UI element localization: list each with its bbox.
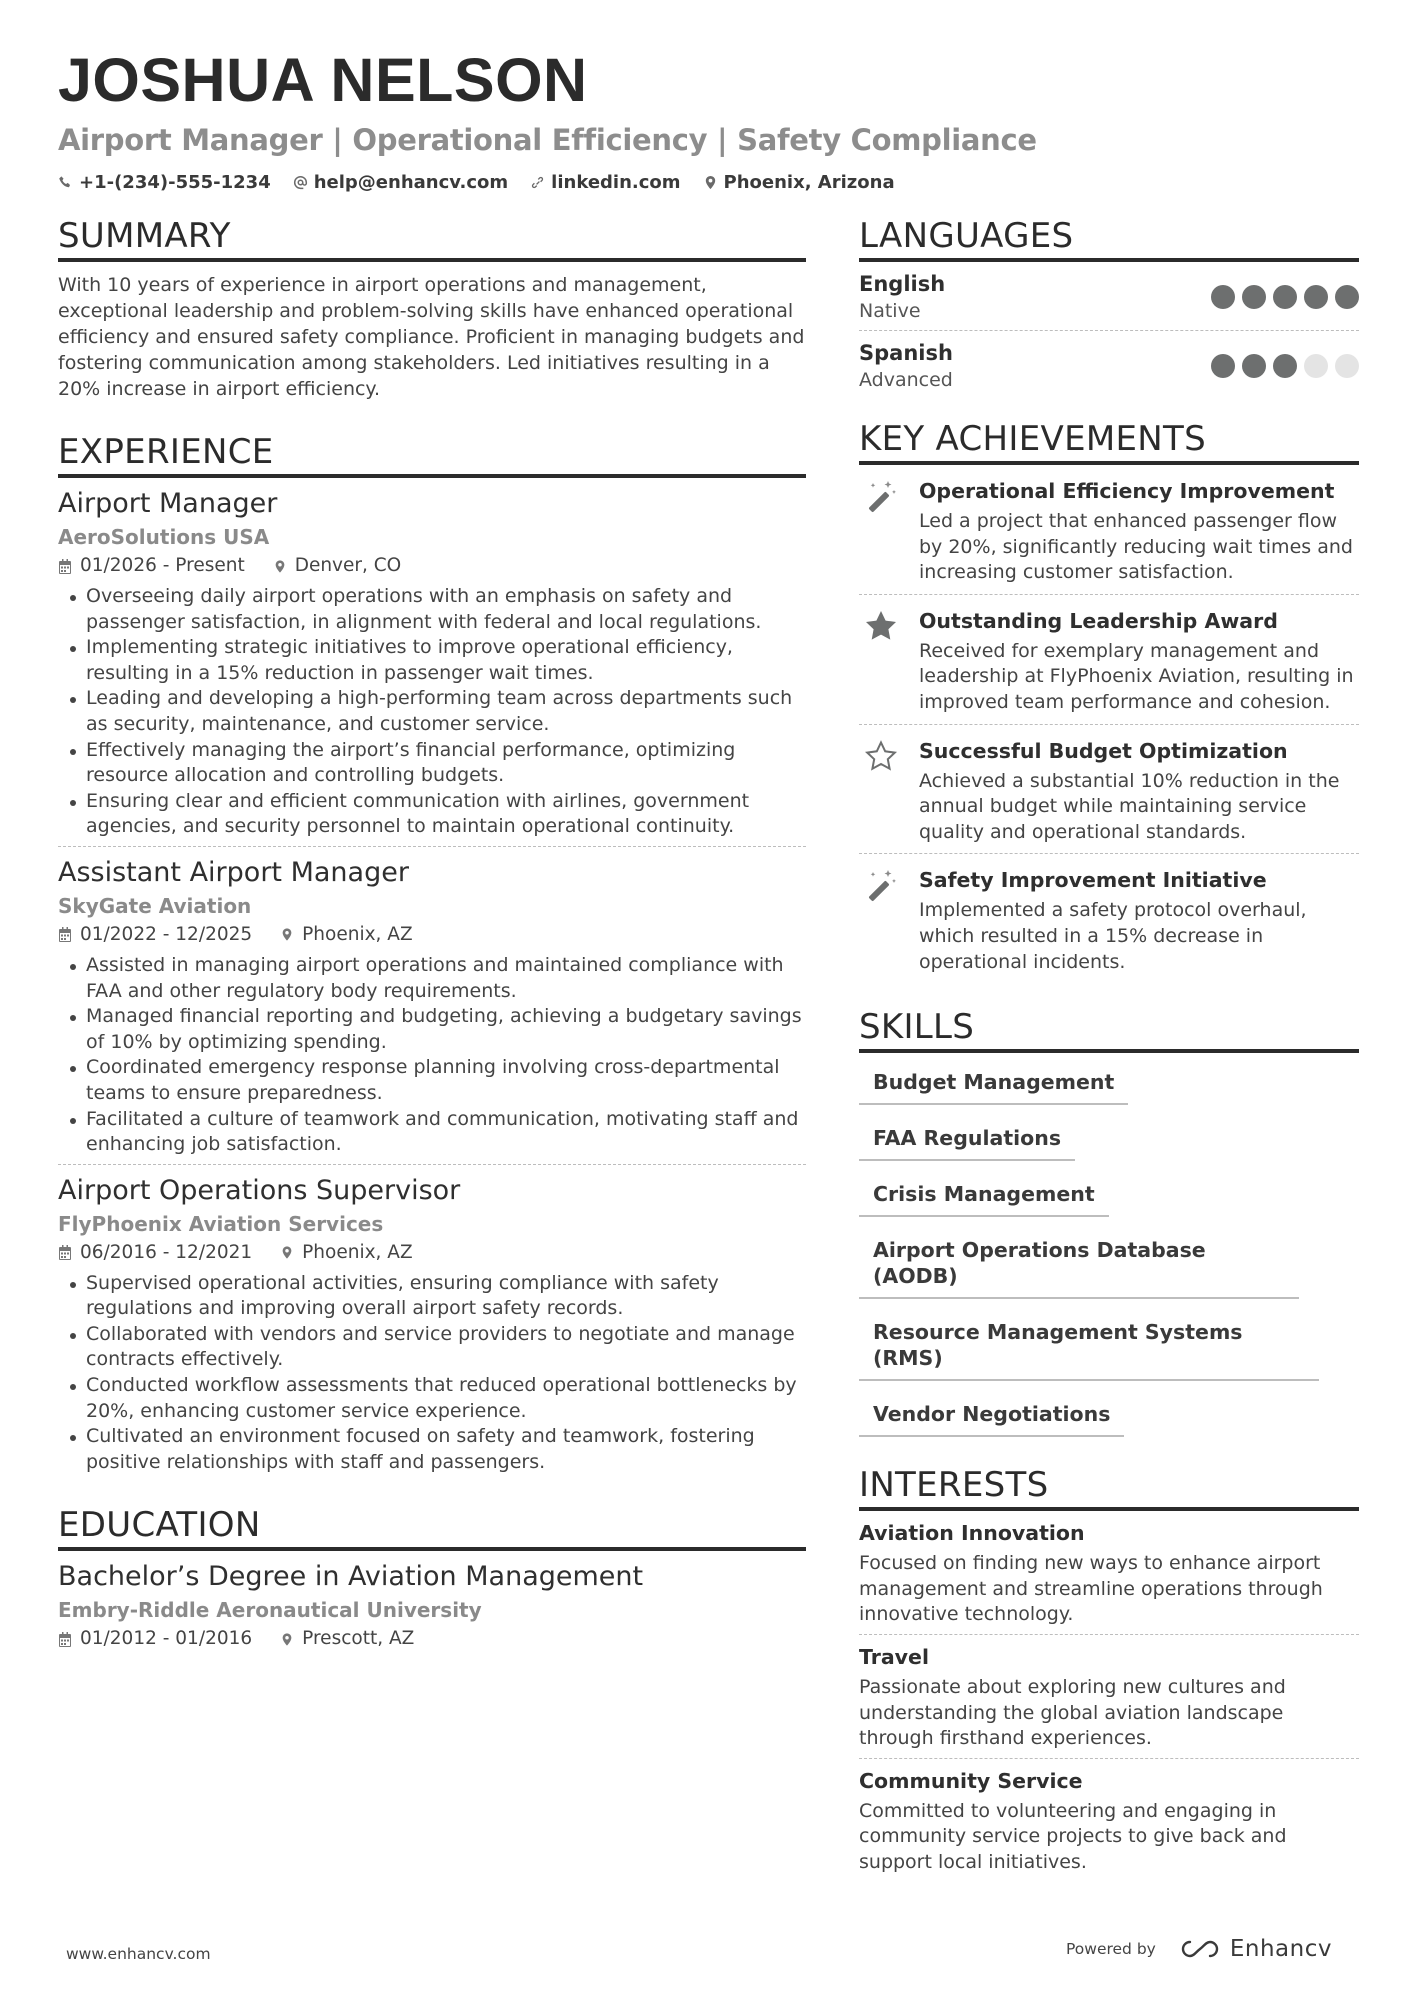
achievement-desc: Implemented a safety protocol overhaul, which resulted in a 15% decrease in operational incidents. <box>919 899 1307 973</box>
bullet-item: Managed financial reporting and budgeting, achieving a budgetary savings of 10% by optimizing spending. <box>58 1004 806 1055</box>
enhancv-logo-icon <box>1178 1938 1222 1960</box>
skill-tag: FAA Regulations <box>859 1117 1075 1161</box>
job-title: Airport Operations Supervisor <box>58 1174 461 1206</box>
powered-by-label: Powered by <box>1066 1940 1156 1958</box>
job-location: Denver, CO <box>294 555 402 576</box>
skill-tag: Budget Management <box>859 1061 1128 1105</box>
languages-title: LANGUAGES <box>859 214 1359 262</box>
language-rating <box>1211 285 1359 309</box>
footer-website[interactable]: www.enhancv.com <box>66 1945 211 1963</box>
achievement-desc: Achieved a substantial 10% reduction in the annual budget while maintaining service quality and operational standards. <box>919 769 1340 843</box>
interests-title: INTERESTS <box>859 1463 1359 1511</box>
bullet-item: Supervised operational activities, ensuring compliance with safety regulations and improving overall airport safety records. <box>58 1271 806 1322</box>
job-dates: 06/2016 - 12/2021 <box>80 1241 253 1263</box>
magic-wand-icon <box>864 868 898 902</box>
rating-dot-filled <box>1242 354 1266 378</box>
contact-location <box>703 172 895 193</box>
summary-section <box>58 214 806 402</box>
calendar-icon <box>58 927 72 942</box>
bullet-item: Ensuring clear and efficient communication with airlines, government agencies, and security personnel to maintain operational continuity. <box>58 789 806 840</box>
right-column <box>859 214 1359 1881</box>
achievement-title: Operational Efficiency Improvement <box>919 479 1335 503</box>
achievement-title: Outstanding Leadership Award <box>919 608 1278 633</box>
achievement-desc: Received for exemplary management and leadership at FlyPhoenix Aviation, resulting in improved team performance and cohesion. <box>919 639 1354 713</box>
location-pin-icon <box>280 1632 294 1647</box>
headline: Airport Manager | Operational Efficiency | Safety Compliance <box>58 123 1037 157</box>
company-name: AeroSolutions USA <box>58 525 270 549</box>
email-text: help@enhancv.com <box>313 172 509 193</box>
language-item <box>859 262 1359 330</box>
education-section <box>58 1503 806 1653</box>
language-name: Spanish <box>859 341 953 365</box>
magic-wand-icon <box>864 479 898 513</box>
rating-dot-filled <box>1273 354 1297 378</box>
summary-text: With 10 years of experience in airport operations and management, exceptional leadership and problem-solving skills have enhanced operational efficiency and ensured safety compliance. Proficient in managing budgets and fostering communication among stakeholders. Led initiatives resulting in a 20% increase in airport efficiency. <box>58 274 805 400</box>
job-bullets <box>58 584 806 840</box>
contact-phone[interactable] <box>58 172 271 193</box>
job-bullets <box>58 1271 806 1476</box>
job-dates: 01/2022 - 12/2025 <box>80 923 253 945</box>
footer-branding[interactable] <box>1066 1936 1332 1962</box>
job-dates: 01/2026 - Present <box>80 555 245 576</box>
summary-title: SUMMARY <box>58 214 806 262</box>
phone-text: +1-(234)-555-1234 <box>79 172 271 193</box>
contact-email[interactable] <box>293 172 508 193</box>
experience-title: EXPERIENCE <box>58 430 806 478</box>
skill-tag: Crisis Management <box>859 1173 1109 1217</box>
resume-header <box>58 44 1358 193</box>
bullet-item: Overseeing daily airport operations with an emphasis on safety and passenger satisfaction, in alignment with federal and local regulations. <box>58 584 806 635</box>
achievement-item <box>859 724 1359 854</box>
skill-tag: Resource Management Systems (RMS) <box>859 1311 1319 1381</box>
job-entry <box>58 486 806 846</box>
achievement-item <box>859 853 1359 983</box>
interest-title: Aviation Innovation <box>859 1521 1085 1546</box>
job-meta <box>58 552 806 580</box>
skill-tag: Airport Operations Database (AODB) <box>859 1229 1299 1299</box>
language-item <box>859 330 1359 399</box>
experience-section <box>58 430 806 1481</box>
degree: Bachelor’s Degree in Aviation Management <box>58 1561 644 1593</box>
rating-dot-filled <box>1304 285 1328 309</box>
bullet-item: Conducted workflow assessments that reduced operational bottlenecks by 20%, enhancing customer service experience. <box>58 1373 806 1424</box>
achievement-item <box>859 465 1359 594</box>
brand-logo <box>1178 1936 1332 1962</box>
star-outline-icon <box>864 739 898 773</box>
language-rating <box>1211 354 1359 378</box>
languages-section <box>859 214 1359 399</box>
interest-desc: Passionate about exploring new cultures and understanding the global aviation landscape through firsthand experiences. <box>859 1675 1286 1750</box>
contact-bar <box>58 172 1358 193</box>
brand-name: Enhancv <box>1229 1936 1332 1962</box>
school-name: Embry-Riddle Aeronautical University <box>58 1598 482 1623</box>
interests-section <box>859 1463 1359 1881</box>
location-pin-icon <box>273 559 287 574</box>
interest-title: Community Service <box>859 1768 1083 1793</box>
education-location: Prescott, AZ <box>302 1628 415 1650</box>
calendar-icon <box>58 1245 72 1260</box>
job-entry <box>58 1164 806 1482</box>
job-meta <box>58 921 806 949</box>
calendar-icon <box>58 1632 72 1647</box>
achievement-desc: Led a project that enhanced passenger flow by 20%, significantly reducing wait times and increasing customer satisfaction. <box>919 510 1353 584</box>
achievement-title: Successful Budget Optimization <box>919 738 1288 763</box>
rating-dot-empty <box>1304 354 1328 378</box>
left-column <box>58 214 806 1653</box>
bullet-item: Implementing strategic initiatives to improve operational efficiency, resulting in a 15% reduction in passenger wait times. <box>58 635 806 686</box>
interest-desc: Focused on finding new ways to enhance airport management and streamline operations through innovative technology. <box>859 1552 1323 1626</box>
bullet-item: Leading and developing a high-performing team across departments such as security, maintenance, and customer service. <box>58 686 806 737</box>
interest-desc: Committed to volunteering and engaging in community service projects to give back and support local initiatives. <box>859 1799 1287 1873</box>
job-meta <box>58 1239 806 1267</box>
job-title: Assistant Airport Manager <box>58 856 409 888</box>
interest-item <box>859 1758 1359 1882</box>
contact-linkedin[interactable] <box>530 172 680 193</box>
rating-dot-filled <box>1211 354 1235 378</box>
skills-title: SKILLS <box>859 1005 1359 1053</box>
bullet-item: Facilitated a culture of teamwork and communication, motivating staff and enhancing job satisfaction. <box>58 1107 806 1158</box>
location-pin-icon <box>703 175 718 190</box>
linkedin-text: linkedin.com <box>551 172 681 193</box>
phone-icon <box>58 175 73 190</box>
location-text: Phoenix, Arizona <box>723 172 895 193</box>
candidate-name: JOSHUA NELSON <box>58 46 588 114</box>
star-filled-icon <box>864 609 898 643</box>
job-entry <box>58 846 806 1164</box>
company-name: FlyPhoenix Aviation Services <box>58 1211 384 1236</box>
interest-item <box>859 1511 1359 1634</box>
bullet-item: Coordinated emergency response planning involving cross-departmental teams to ensure preparedness. <box>58 1055 806 1106</box>
language-level: Native <box>859 300 921 322</box>
bullet-item: Collaborated with vendors and service providers to negotiate and manage contracts effectively. <box>58 1322 806 1373</box>
interest-title: Travel <box>859 1644 929 1669</box>
language-level: Advanced <box>859 369 953 391</box>
bullet-item: Assisted in managing airport operations and maintained compliance with FAA and other regulatory body requirements. <box>58 953 806 1004</box>
interest-item <box>859 1634 1359 1758</box>
rating-dot-filled <box>1211 285 1235 309</box>
achievement-item <box>859 594 1359 724</box>
bullet-item: Effectively managing the airport’s financial performance, optimizing resource allocation and controlling budgets. <box>58 738 806 789</box>
skills-list <box>859 1061 1359 1449</box>
education-dates: 01/2012 - 01/2016 <box>80 1628 253 1650</box>
calendar-icon <box>58 559 72 574</box>
job-location: Phoenix, AZ <box>302 923 413 945</box>
skill-tag: Vendor Negotiations <box>859 1393 1124 1437</box>
job-title: Airport Manager <box>58 488 278 519</box>
achievements-title: KEY ACHIEVEMENTS <box>859 417 1359 465</box>
job-location: Phoenix, AZ <box>302 1241 413 1263</box>
rating-dot-filled <box>1242 285 1266 309</box>
rating-dot-filled <box>1335 285 1359 309</box>
link-icon <box>530 175 545 190</box>
language-name: English <box>859 272 946 296</box>
location-pin-icon <box>280 1245 294 1260</box>
rating-dot-filled <box>1273 285 1297 309</box>
company-name: SkyGate Aviation <box>58 893 252 918</box>
achievements-section <box>859 417 1359 983</box>
bullet-item: Cultivated an environment focused on safety and teamwork, fostering positive relationships with staff and passengers. <box>58 1424 806 1475</box>
job-bullets <box>58 953 806 1158</box>
rating-dot-empty <box>1335 354 1359 378</box>
location-pin-icon <box>280 927 294 942</box>
at-icon <box>293 175 308 190</box>
education-title: EDUCATION <box>58 1503 806 1551</box>
skills-section <box>859 1005 1359 1449</box>
achievement-title: Safety Improvement Initiative <box>919 868 1267 893</box>
education-meta <box>58 1625 806 1653</box>
